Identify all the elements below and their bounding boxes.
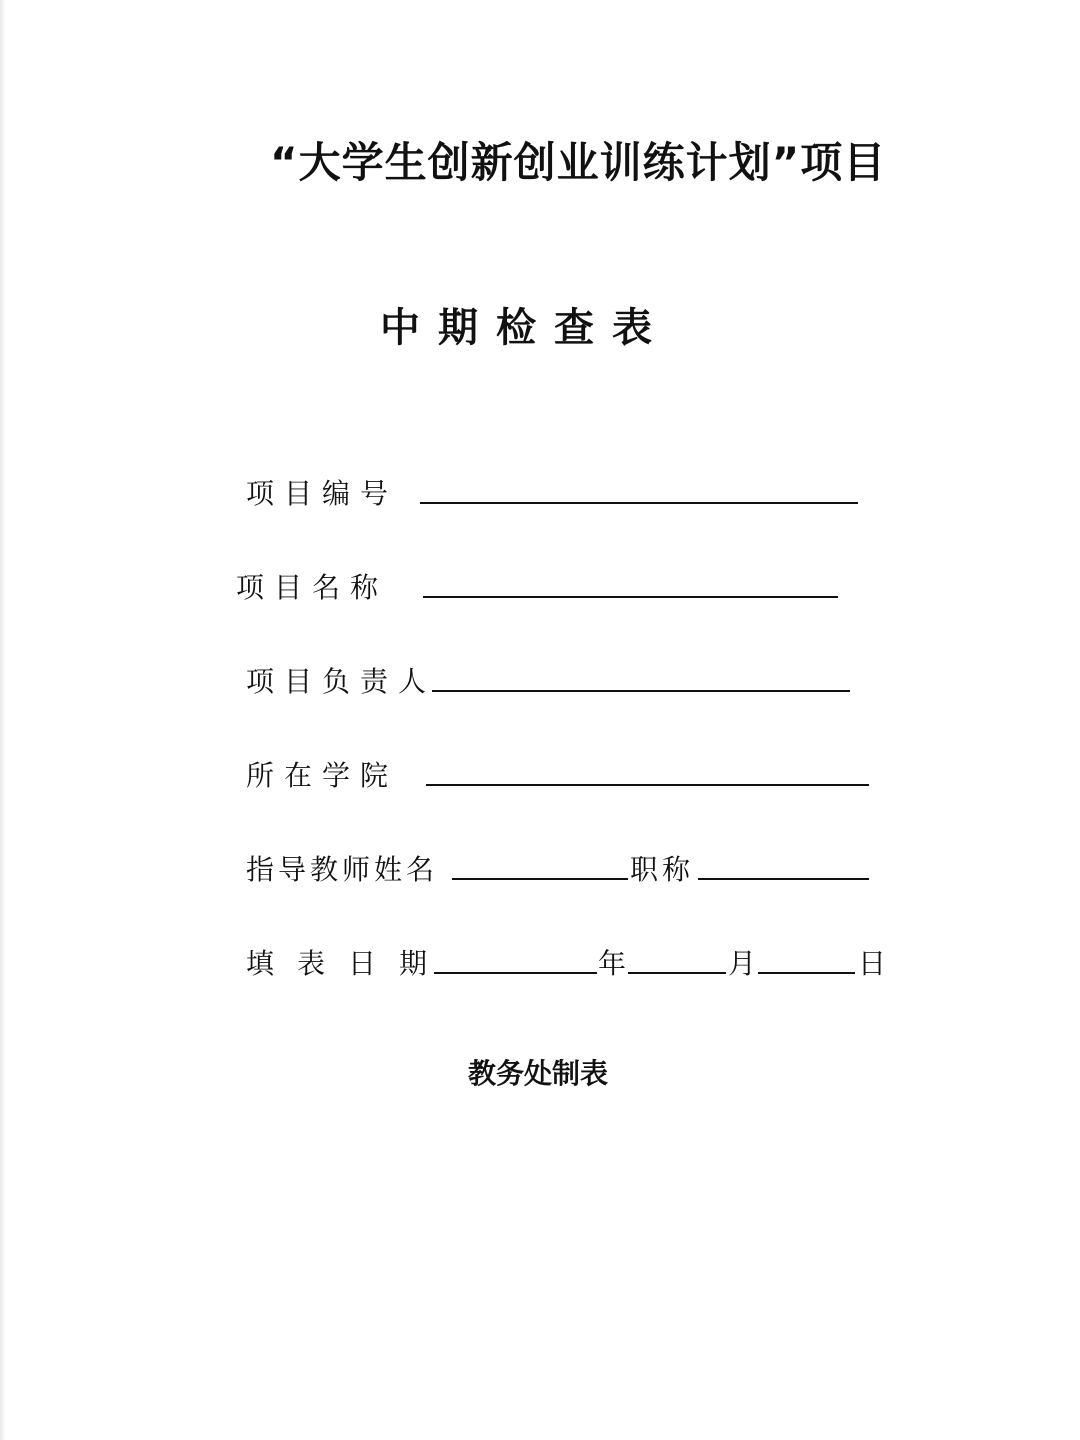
month-field[interactable] — [628, 972, 726, 974]
project-name-label: 项目名称 — [236, 571, 389, 604]
day-field[interactable] — [758, 972, 855, 974]
footer-issuer: 教务处制表 — [468, 1057, 609, 1090]
year-field[interactable] — [434, 972, 597, 974]
month-unit: 月 — [728, 947, 757, 980]
project-number-field[interactable] — [420, 502, 858, 504]
project-name-field[interactable] — [423, 596, 838, 598]
advisor-title-field[interactable] — [698, 878, 869, 880]
advisor-name-field[interactable] — [452, 878, 628, 880]
page-edge-shadow — [0, 0, 6, 1440]
project-leader-field[interactable] — [432, 690, 850, 692]
project-leader-label: 项目负责人 — [246, 665, 437, 698]
fill-date-label: 填表日期 — [246, 947, 451, 980]
document-subtitle: 中期检查表 — [380, 305, 670, 351]
project-number-label: 项目编号 — [246, 477, 399, 510]
advisor-name-label: 指导教师姓名 — [246, 853, 439, 886]
college-field[interactable] — [426, 784, 869, 786]
college-label: 所在学院 — [246, 759, 399, 792]
document-title: “大学生创新创业训练计划”项目 — [270, 138, 887, 187]
day-unit: 日 — [858, 947, 887, 980]
year-unit: 年 — [598, 947, 627, 980]
advisor-title-label: 职称 — [630, 853, 695, 886]
